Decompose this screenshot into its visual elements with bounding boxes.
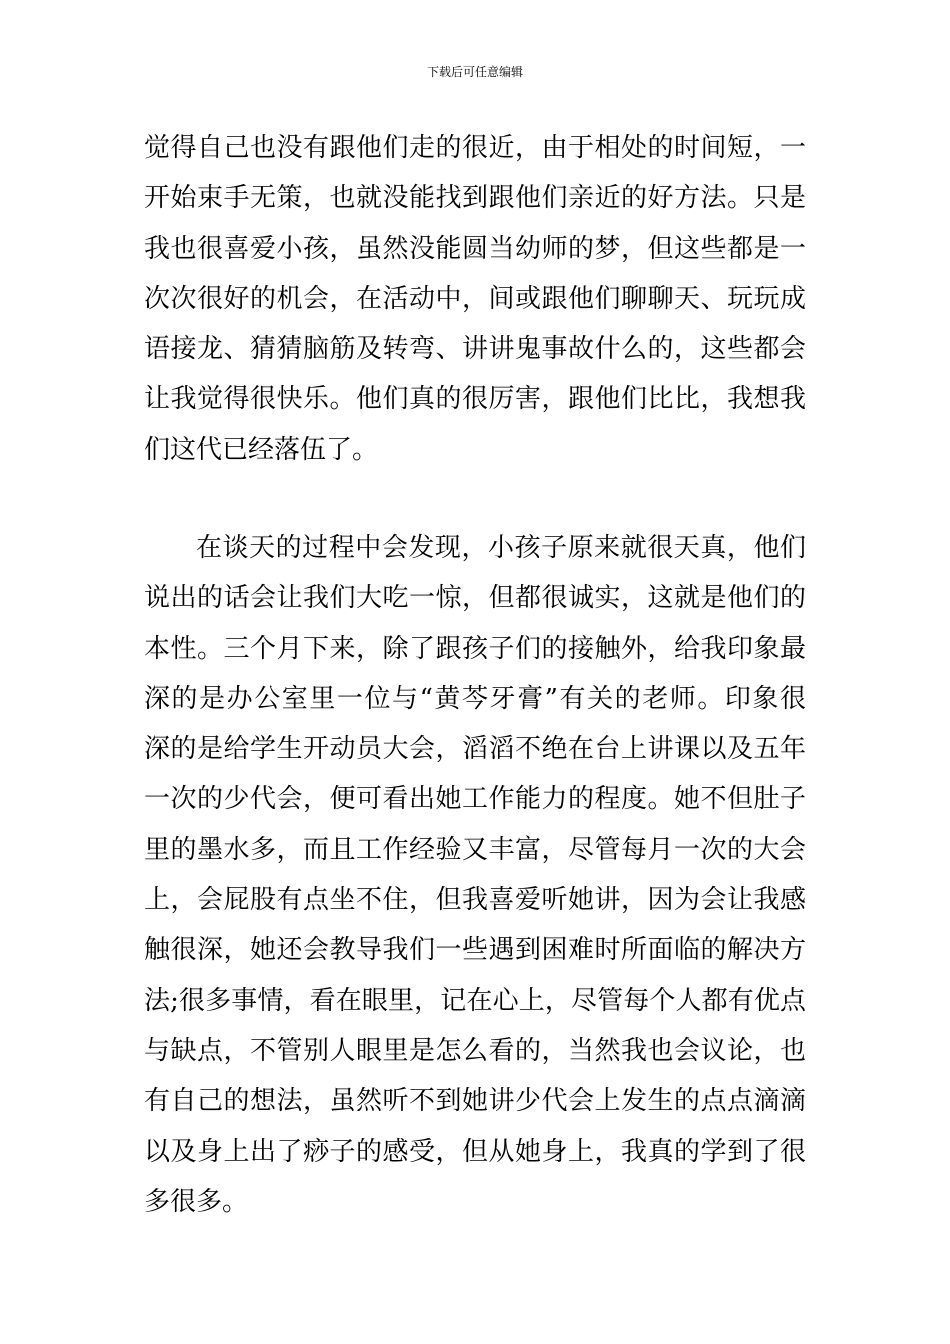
paragraph-line: 次次很好的机会，在活动中，间或跟他们聊聊天、玩玩成 <box>144 283 806 314</box>
paragraph-line: 本性。三个月下来，除了跟孩子们的接触外，给我印象最 <box>144 633 806 664</box>
paragraph-line: 多很多。 <box>144 1186 249 1217</box>
paragraph-line: 我也很喜爱小孩，虽然没能圆当幼师的梦，但这些都是一 <box>144 233 806 264</box>
paragraph-line: 语接龙、猜猜脑筋及转弯、讲讲鬼事故什么的，这些都会 <box>144 334 806 365</box>
paragraph-line: 上，会屁股有点坐不住，但我喜爱听她讲，因为会让我感 <box>144 885 806 916</box>
paragraph-line: 触很深，她还会教导我们一些遇到困难时所面临的解决方 <box>144 935 806 966</box>
paragraph-line: 们这代已经落伍了。 <box>144 434 379 465</box>
paragraph-line: 里的墨水多，而且工作经验又丰富，尽管每月一次的大会 <box>144 834 806 865</box>
paragraph-line: 在谈天的过程中会发现，小孩子原来就很天真，他们 <box>196 533 806 563</box>
paragraph-line: 说出的话会让我们大吃一惊，但都很诚实，这就是他们的 <box>144 583 806 614</box>
paragraph-line: 与缺点，不管别人眼里是怎么看的，当然我也会议论，也 <box>144 1035 806 1066</box>
paragraph-line: 开始束手无策，也就没能找到跟他们亲近的好方法。只是 <box>144 183 806 214</box>
page-header: 下载后可任意编辑 <box>426 65 523 79</box>
paragraph-line: 法;很多事情，看在眼里，记在心上，尽管每个人都有优点 <box>144 985 806 1016</box>
paragraph-2 <box>144 523 806 1227</box>
paragraph-line: 有自己的想法，虽然听不到她讲少代会上发生的点点滴滴 <box>144 1086 806 1117</box>
paragraph-line: 觉得自己也没有跟他们走的很近，由于相处的时间短，一 <box>144 133 806 163</box>
paragraph-line: 以及身上出了痧子的感受，但从她身上，我真的学到了很 <box>144 1136 806 1167</box>
paragraph-line: 让我觉得很快乐。他们真的很厉害，跟他们比比，我想我 <box>144 384 806 415</box>
paragraph-1 <box>144 123 806 475</box>
paragraph-line: 深的是给学生开动员大会，滔滔不绝在台上讲课以及五年 <box>144 734 806 765</box>
paragraph-line: 深的是办公室里一位与“黄芩牙膏”有关的老师。印象很 <box>144 683 806 714</box>
paragraph-line: 一次的少代会，便可看出她工作能力的程度。她不但肚子 <box>144 784 806 815</box>
